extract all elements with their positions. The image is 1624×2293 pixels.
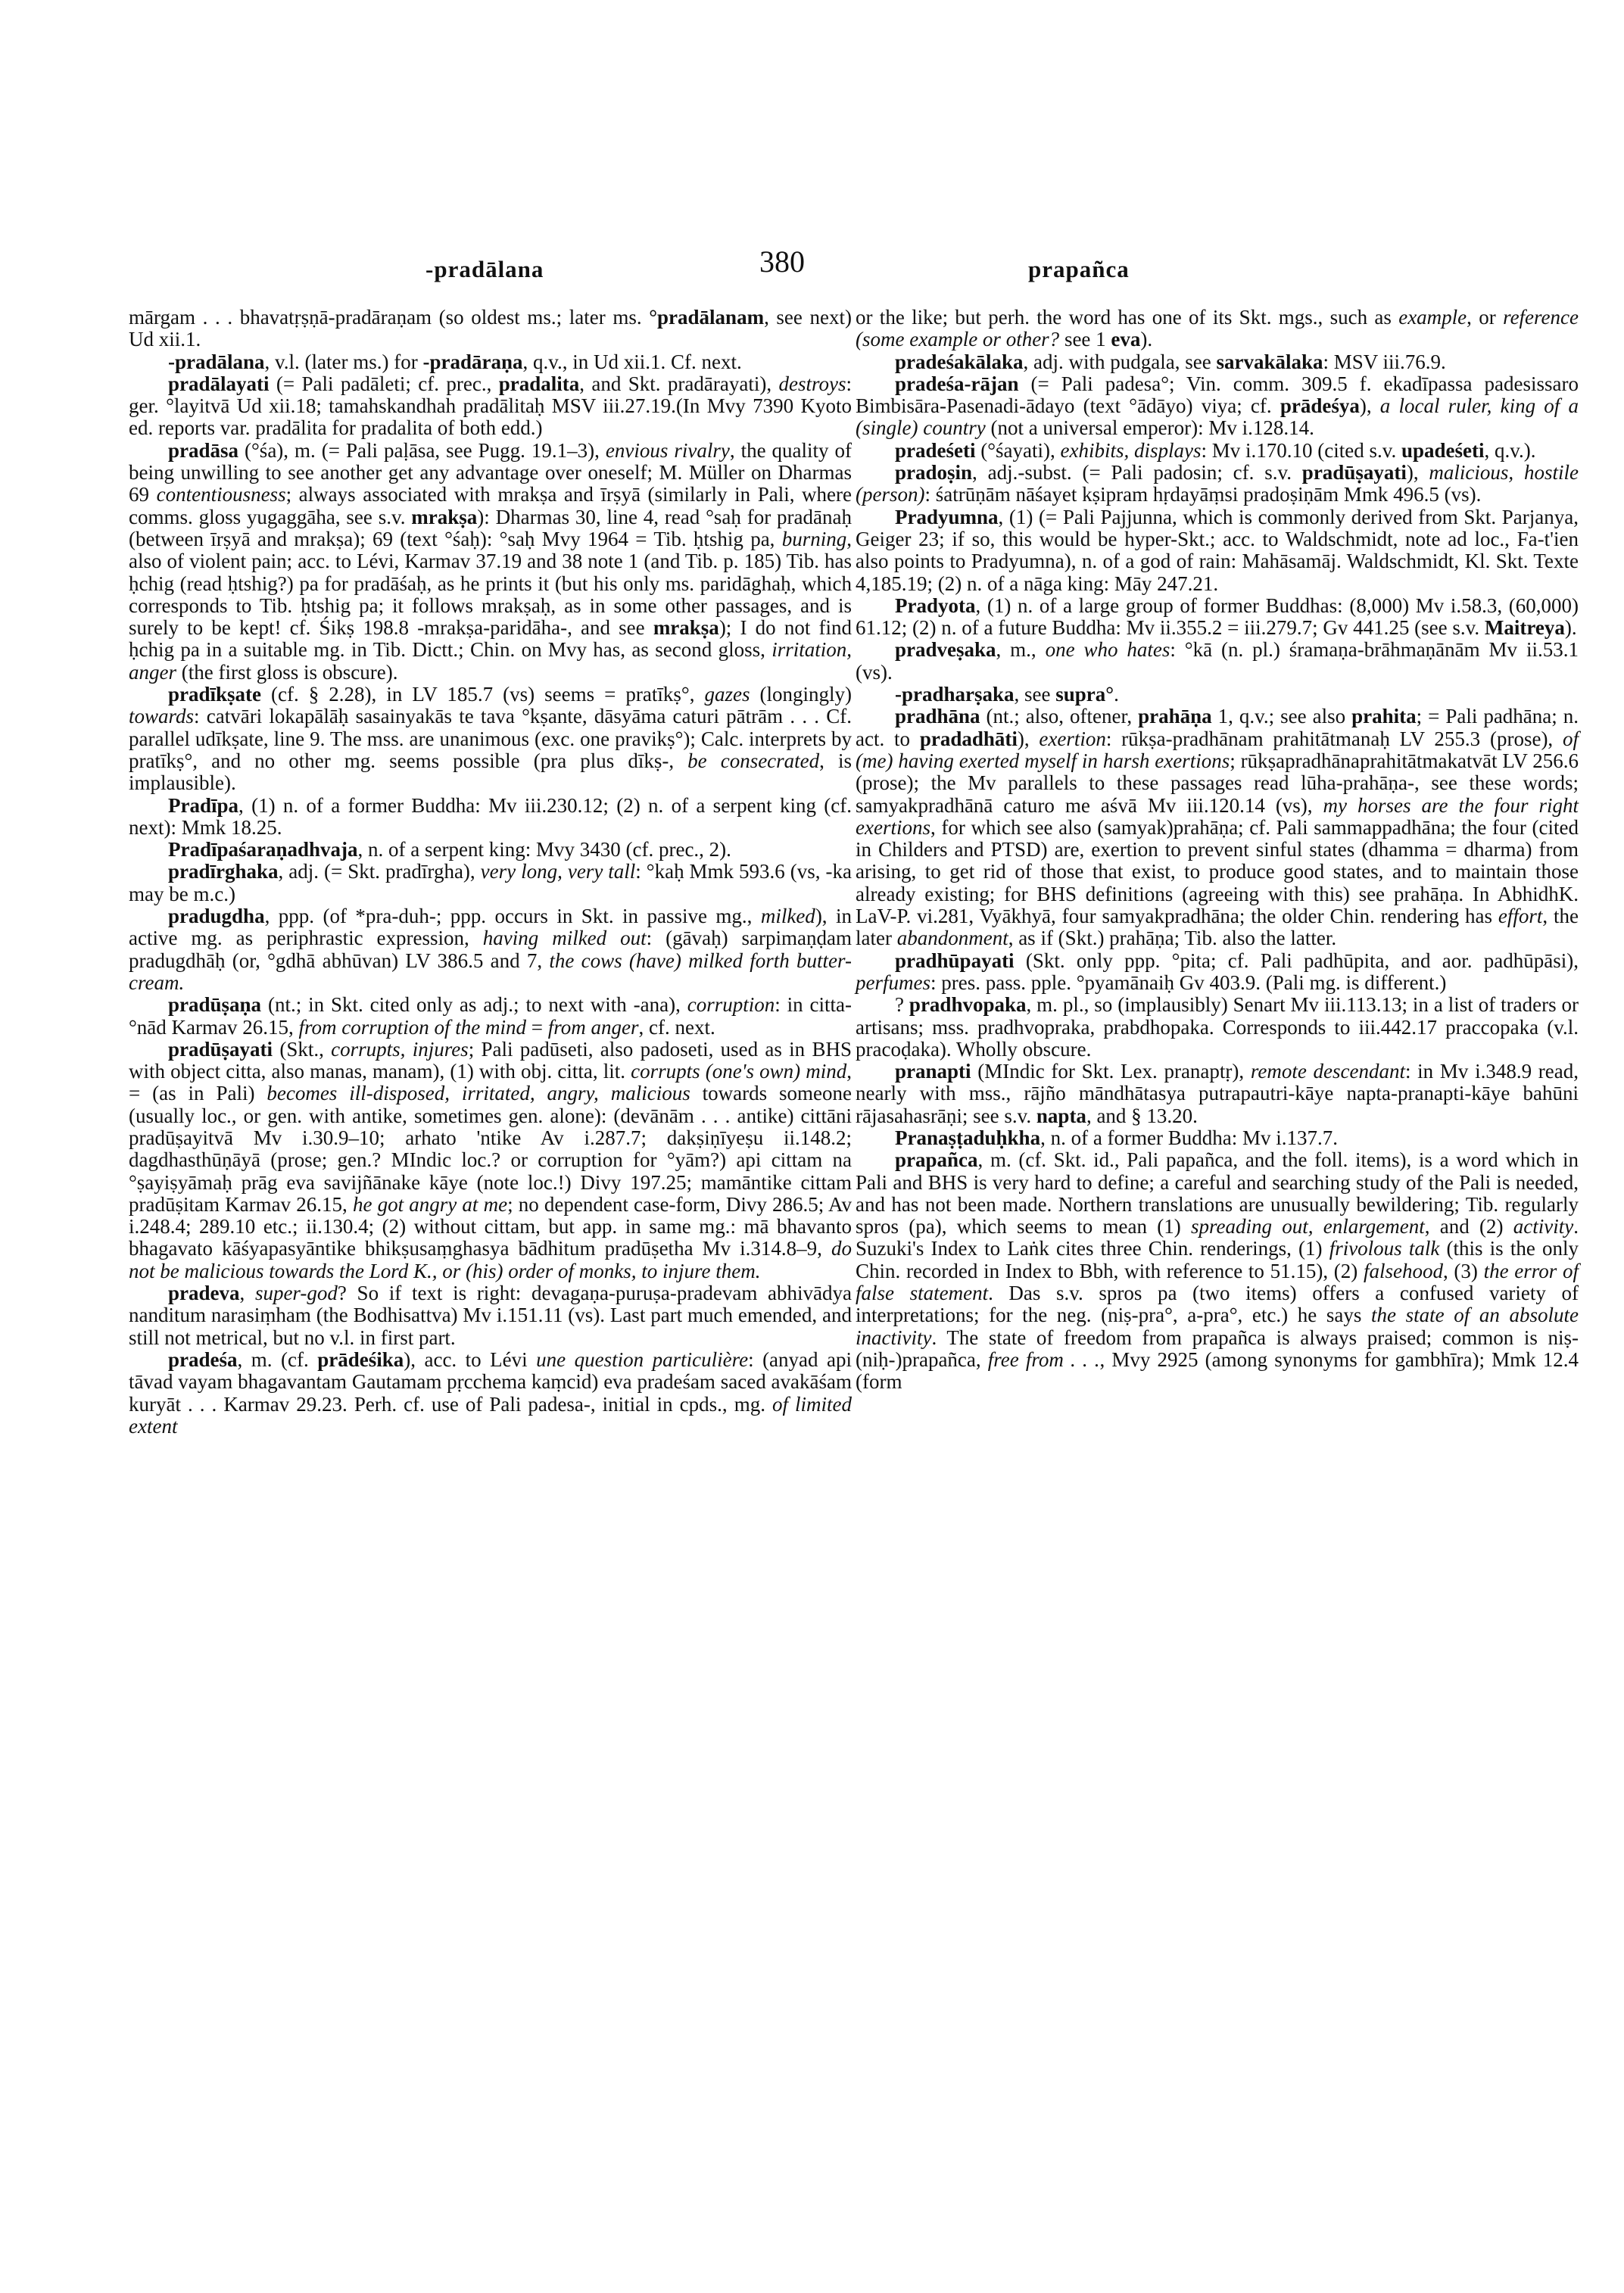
headword: prādeśya bbox=[1280, 394, 1360, 418]
headword: pradīrghaka bbox=[168, 860, 279, 883]
entry-text: , ppp. (of *pra-duh-; ppp. occurs in Skt. in passive mg., bbox=[264, 905, 761, 928]
entry-text: (cf. § 2.28), in LV 185.7 (vs) seems = pratīkṣ°, bbox=[261, 683, 705, 706]
gloss-italic: frivolous talk bbox=[1329, 1237, 1440, 1260]
headword: pradūṣayati bbox=[1301, 461, 1407, 484]
entry-text: (longingly) bbox=[750, 683, 852, 706]
entry-text: , or bbox=[1467, 306, 1504, 329]
entry-text: ; no dependent case-form, Divy 286.5; Av i.248.4; 289.10 etc.; ii.130.4; (2) without cittam, but app. in same mg.: mā bhavanto bhagavato kāśyapasyāntike bhikṣusaṃghasya bādhitum pradūṣetha Mv i.314.8–9, bbox=[129, 1192, 852, 1260]
entry-text: see 1 bbox=[1059, 328, 1111, 351]
entry-text: : Mv i.170.10 (cited s.v. bbox=[1201, 438, 1401, 462]
entry-text: . bbox=[1114, 683, 1119, 706]
headword: °pradālanam bbox=[649, 306, 765, 329]
headword: pradeśa bbox=[168, 1347, 238, 1371]
entry-text: , the quality of being unwilling to see another get any advantage over oneself; M. Müller on Dharmas 69 bbox=[129, 438, 853, 506]
entry-text: , see next) Ud xii.1. bbox=[129, 306, 852, 351]
entry-text: ). bbox=[1140, 328, 1153, 351]
entry-text: , is implausible). bbox=[129, 749, 852, 795]
entry-text: , m., bbox=[996, 638, 1046, 662]
dictionary-entry bbox=[129, 861, 852, 905]
entry-text: , q.v., in Ud xii.1. Cf. next. bbox=[522, 350, 742, 373]
gloss-italic: from corruption of the mind bbox=[298, 1015, 526, 1039]
dictionary-entry bbox=[129, 307, 852, 351]
dictionary-entry bbox=[856, 639, 1579, 684]
entry-text: : śatrūṇām nāśayet kṣipram hṛdayāṃsi pradoṣiṇām Mmk 496.5 (vs). bbox=[924, 483, 1482, 506]
gloss-italic: my horses are the four right exertions bbox=[856, 793, 1579, 839]
headword: pradveṣaka bbox=[895, 638, 996, 662]
headword: upadeśeti bbox=[1401, 438, 1485, 462]
gloss-italic: remote descendant bbox=[1250, 1060, 1405, 1083]
left-running-head: -pradālana bbox=[425, 256, 544, 282]
dictionary-entry bbox=[856, 440, 1579, 462]
gloss-italic: contentiousness bbox=[156, 483, 286, 506]
gloss-italic: milked bbox=[760, 905, 815, 928]
gloss-italic: free from . . . bbox=[987, 1347, 1100, 1371]
gloss-italic: malicious, hostile (person) bbox=[856, 461, 1579, 506]
gloss-italic: destroys bbox=[778, 372, 846, 395]
dictionary-entry bbox=[856, 950, 1579, 995]
headword: pradālayati bbox=[168, 372, 270, 395]
entry-text: , Mvy 2925 (among synonyms for gambhīra); Mmk 12.4 (form bbox=[856, 1347, 1579, 1394]
headword: mrakṣa bbox=[653, 616, 719, 640]
headword: prahāṇa bbox=[1138, 705, 1212, 728]
headword: supra° bbox=[1055, 683, 1114, 706]
gloss-italic: activity bbox=[1513, 1215, 1574, 1238]
gloss-italic: spreading out, enlargement bbox=[1191, 1215, 1425, 1238]
entry-text: (the first gloss is obscure). bbox=[176, 660, 398, 684]
entry-text: towards someone (usually loc., or gen. with antike, sometimes gen. alone): (devānām . . . antike) cittāni pradūṣayitvā Mv i.30.9–10; arhato 'ntike Av i.287.7; dakṣiṇīyeṣu ii.148.2; dagdhasthūṇāyā (prose; gen.? MIndic loc.? or corruption for °yām?) api cittam na °ṣayiṣyāmaḥ prāg eva savijñānake kāye (note loc.!) Divy 197.25; mamāntike cittam pradūṣitam Karmav 26.15, bbox=[129, 1082, 852, 1216]
right-column bbox=[856, 307, 1579, 1394]
dictionary-entry bbox=[129, 1349, 852, 1438]
gloss-italic: the cows (have) milked forth butter-cream. bbox=[129, 949, 852, 994]
entry-text: ), in active mg. as periphrastic expression, bbox=[129, 905, 852, 950]
entry-text: (this is the only Chin. recorded in Index to Bbh, with reference to 51.15), (2) bbox=[856, 1237, 1579, 1282]
entry-text: (= Pali padesa°; Vin. comm. 309.5 f. ekadīpassa padesissaro Bimbisāra-Pasenadi-ādayo (text °ādāyo) viya; cf. bbox=[856, 372, 1579, 418]
entry-text: : pres. pass. pple. °pyamānaiḥ Gv 403.9. (Pali mg. is different.) bbox=[930, 970, 1447, 994]
page-header bbox=[0, 0, 1624, 282]
headword: prapañca bbox=[895, 1148, 978, 1172]
entry-text: ; Pali padūseti, also padoseti, used as in BHS with object citta, also manas, manam), (1) with obj. citta, lit. bbox=[129, 1037, 852, 1083]
headword: prahita bbox=[1351, 705, 1417, 728]
entry-text: (nt.; in Skt. cited only as adj.; to next with -ana), bbox=[261, 993, 687, 1017]
dictionary-entry bbox=[856, 684, 1579, 706]
entry-text: ), bbox=[1359, 394, 1380, 418]
dictionary-entry bbox=[856, 307, 1579, 351]
gloss-italic: corrupts, injures bbox=[331, 1037, 469, 1061]
gloss-italic: the state of an absolute inactivity bbox=[856, 1304, 1579, 1349]
headword: Pradīpaśaraṇadhvaja bbox=[168, 838, 358, 861]
gloss-italic: be consecrated bbox=[687, 749, 820, 772]
entry-text: ); I do not find ḥchig pa in a suitable mg. in Tib. Dictt.; Chin. on Mvy has, as second gloss, bbox=[129, 616, 852, 662]
left-column bbox=[129, 307, 852, 1438]
headword: pranapti bbox=[895, 1060, 971, 1083]
entry-text: or the like; but perh. the word has one of its Skt. mgs., such as bbox=[856, 306, 1399, 329]
gloss-italic: irritation, anger bbox=[129, 638, 852, 684]
dictionary-entry bbox=[129, 351, 852, 373]
entry-text: , adj. with pudgala, see bbox=[1023, 350, 1217, 373]
entry-text: (nt.; also, oftener, bbox=[980, 705, 1139, 728]
entry-text: (Skt., bbox=[273, 1037, 332, 1061]
gloss-italic: from anger bbox=[547, 1015, 639, 1039]
gloss-italic: a local ruler, king of a (single) country bbox=[856, 394, 1579, 440]
headword: pradeva bbox=[168, 1282, 240, 1305]
gloss-italic: having milked out bbox=[482, 927, 647, 950]
headword: pradeśakālaka bbox=[895, 350, 1024, 373]
entry-text: . Suzuki's Index to Laṅk cites three Chin. renderings, (1) bbox=[856, 1215, 1579, 1260]
entry-text: , and § 13.20. bbox=[1086, 1104, 1198, 1127]
gloss-italic: abandonment bbox=[896, 927, 1008, 950]
gloss-italic: super-god bbox=[254, 1282, 338, 1305]
headword: pradhāna bbox=[895, 705, 980, 728]
entry-text: : (anyad api tāvad vayam bhagavantam Gautamam pṛcchema kaṃcid) eva pradeśam saced avakāśam kuryāt . . . Karmav 29.23. Perh. cf. use of Pali padesa-, initial in cpds., mg. bbox=[129, 1347, 853, 1416]
entry-text: , see bbox=[1014, 683, 1056, 706]
entry-text: , = (as in Pali) bbox=[129, 1060, 853, 1105]
gloss-italic: reference (some example or other? bbox=[856, 306, 1579, 351]
entry-text: : MSV iii.76.9. bbox=[1323, 350, 1446, 373]
entry-text: : °kaḥ Mmk 593.6 (vs, -ka may be m.c.) bbox=[129, 860, 852, 905]
headword: -pradālana bbox=[168, 350, 265, 373]
headword: pradāsa bbox=[168, 438, 239, 462]
headword: pradeśa-rājan bbox=[895, 372, 1019, 395]
entry-text: . Das s.v. spros pa (two items) offers a confused variety of interpretations; for the neg. (niṣ-pra°, a-pra°, etc.) he says bbox=[856, 1282, 1579, 1327]
headword: -pradāraṇa bbox=[422, 350, 523, 373]
entry-text: (not a universal emperor): Mv i.128.14. bbox=[985, 416, 1314, 440]
entry-text: , (1) n. of a former Buddha: Mv iii.230.12; (2) n. of a serpent king (cf. next): Mmk 18.25. bbox=[129, 793, 852, 839]
entry-text: (= Pali padāleti; cf. prec., bbox=[269, 372, 499, 395]
dictionary-entry bbox=[856, 1127, 1579, 1149]
page-number: 380 bbox=[759, 245, 805, 279]
gloss-italic: corruption bbox=[687, 993, 775, 1017]
headword: pradūṣayati bbox=[168, 1037, 273, 1061]
entry-text: mārgam . . . bhavatṛṣṇā-pradāraṇam (so oldest ms.; later ms. bbox=[129, 306, 650, 329]
dictionary-entry bbox=[856, 373, 1579, 440]
gloss-italic: gazes bbox=[704, 683, 750, 706]
headword: Pradīpa bbox=[168, 793, 239, 817]
entry-text: , as if (Skt.) prahāṇa; Tib. also the latter. bbox=[1008, 927, 1337, 950]
entry-text: : catvāri lokapālāḥ sasainyakās te tava °kṣante, dāsyāma caturi pātrām . . . Cf. parallel udīkṣate, line 9. The mss. are unanimous (exc. one pravikṣ°); Calc. interprets by pratīkṣ°, and no other mg. seems possible (pra plus dīkṣ-, bbox=[129, 705, 852, 772]
entry-text: : in Mv i.348.9 read, nearly with mss., rājño māndhātasya putrapautri-kāye napta-pranapti-kāye bahūni rājasahasrāṇi; see s.v. bbox=[856, 1060, 1579, 1127]
headword: Maitreya bbox=[1484, 616, 1565, 640]
gloss-italic: becomes ill-disposed, irritated, angry, malicious bbox=[267, 1082, 690, 1105]
dictionary-entry bbox=[129, 1039, 852, 1282]
gloss-italic: of (me) having exerted myself in harsh exertions bbox=[856, 727, 1579, 772]
entry-text: . The state of freedom from prapañca is always praised; common is niṣ-(niḥ-)prapañca, bbox=[856, 1326, 1579, 1371]
dictionary-entry bbox=[856, 506, 1579, 595]
entry-text: , also of violent pain; acc. to Lévi, Karmav 37.19 and 38 note 1 (and Tib. p. 185) Tib. has ḥchig (read ḥtshig?) pa for pradāśaḥ, as he prints it (but his only ms. paridāghaḥ, which corresponds to Tib. ḥtshig pa; it follows mrakṣaḥ, as in some other passages, and is surely to be kept! cf. Śikṣ 198.8 -mrakṣa-paridāha-, and see bbox=[129, 527, 852, 640]
gloss-italic: very long, very tall bbox=[480, 860, 636, 883]
entry-text: , v.l. (later ms.) for bbox=[264, 350, 423, 373]
dictionary-entry bbox=[129, 1282, 852, 1349]
entry-text: ? bbox=[895, 993, 909, 1017]
dictionary-entry bbox=[129, 684, 852, 794]
entry-text: ; rūkṣapradhānaprahitātmakatvāt LV 256.6 (prose); the Mv parallels to these passages read lūha-prahāṇa-, see these words; samyakpradhānā caturo me aśvā Mv iii.120.14 (vs), bbox=[856, 749, 1579, 817]
entry-text: ; always associated with mrakṣa and īrṣyā (similarly in Pali, where comms. gloss yugaggāha, see s.v. bbox=[129, 483, 853, 528]
gloss-italic: towards bbox=[129, 705, 195, 728]
gloss-italic: envious rivalry bbox=[605, 438, 730, 462]
gloss-italic: falsehood bbox=[1363, 1259, 1443, 1282]
headword: pradīkṣate bbox=[168, 683, 262, 706]
dictionary-entry bbox=[129, 795, 852, 840]
headword: pradhvopaka bbox=[909, 993, 1027, 1017]
headword: pradūṣaṇa bbox=[168, 993, 262, 1017]
dictionary-entry bbox=[856, 1149, 1579, 1393]
entry-text: ? So if text is right: devagaṇa-puruṣa-pradevam abhivādya nanditum narasiṃham (the Bodhisattva) Mv i.151.11 (vs). Last part much emended, and still not metrical, but no v.l. in first part. bbox=[129, 1282, 852, 1349]
gloss-italic: he got angry at me bbox=[352, 1192, 508, 1216]
entry-text: 1, q.v.; see also bbox=[1211, 705, 1352, 728]
dictionary-entry bbox=[129, 994, 852, 1039]
headword: pradugdha bbox=[168, 905, 265, 928]
gloss-italic: corrupts (one's own) mind bbox=[631, 1060, 847, 1083]
entry-text: = bbox=[526, 1015, 548, 1039]
entry-text: , for which see also (samyak)prahāṇa; cf. Pali sammappadhāna; the four (cited in Childers and PTSD) are, exertion to prevent sinful states (dhamma = dharma) from arising, to get rid of those that exist, to produce good states, and to maintain those already existing; for BHS definitions (agreeing with this) see prahāṇa. In AbhidhK. LaV-P. vi.281, Vyākhyā, four samyakpradhāna; the older Chin. rendering has bbox=[856, 815, 1579, 928]
entry-text: , and (2) bbox=[1424, 1215, 1513, 1238]
entry-text: , m. (cf. bbox=[237, 1347, 318, 1371]
entry-text: : ger. °layitvā Ud xii.18; tamahskandhah pradālitaḥ MSV iii.27.19.(In Mvy 7390 Kyoto ed. reports var. pradālita for pradalita of both edd.) bbox=[129, 372, 852, 440]
entry-text: , adj. (= Skt. pradīrgha), bbox=[278, 860, 481, 883]
entry-text: , m. pl., so (implausibly) Senart Mv iii.113.13; in a list of traders or artisans; mss. pradhvopraka, prabdhopaka. Corresponds to iii.442.17 praccopaka (v.l. pracoḍaka). Wholly obscure. bbox=[856, 993, 1579, 1061]
dictionary-entry bbox=[856, 706, 1579, 949]
entry-text: (MIndic for Skt. Lex. pranaptṛ), bbox=[971, 1060, 1251, 1083]
entry-text: , bbox=[239, 1282, 255, 1305]
entry-text: , adj.-subst. (= Pali padosin; cf. s.v. bbox=[972, 461, 1302, 484]
gloss-italic: exertion bbox=[1039, 727, 1106, 750]
entry-text: , q.v.). bbox=[1484, 438, 1536, 462]
gloss-italic: une question particulière bbox=[536, 1347, 749, 1371]
entry-text: ), bbox=[1017, 727, 1040, 750]
dictionary-entry bbox=[856, 994, 1579, 1061]
dictionary-entry bbox=[129, 373, 852, 440]
entry-text: (°śayati), bbox=[975, 438, 1061, 462]
entry-text: : rūkṣa-pradhānam prahitātmanaḥ LV 255.3 (prose), bbox=[1105, 727, 1563, 750]
entry-text: , cf. next. bbox=[638, 1015, 715, 1039]
gloss-italic: example bbox=[1398, 306, 1467, 329]
dictionary-entry bbox=[129, 839, 852, 861]
gloss-italic: exhibits, displays bbox=[1060, 438, 1202, 462]
gloss-italic: burning bbox=[781, 527, 847, 550]
headword: Pradyumna bbox=[895, 505, 999, 528]
headword: pradoṣin bbox=[895, 461, 973, 484]
dictionary-entry bbox=[129, 440, 852, 684]
gloss-italic: perfumes bbox=[856, 970, 930, 994]
headword: prādeśika bbox=[317, 1347, 404, 1371]
dictionary-entry bbox=[856, 462, 1579, 506]
entry-text: , the later bbox=[856, 905, 1579, 950]
gloss-italic: of limited extent bbox=[129, 1392, 852, 1438]
entry-text: , n. of a serpent king: Mvy 3430 (cf. prec., 2). bbox=[357, 838, 731, 861]
entry-text: ), bbox=[1406, 461, 1429, 484]
headword: mrakṣa bbox=[411, 505, 478, 528]
entry-text: , (1) (= Pali Pajjunna, which is commonly derived from Skt. Parjanya, Geiger 23; if so, this would be hyper-Skt.; acc. to Waldschmidt, note ad loc., Fa-t'ien also points to Pradyumna), n. of a god of rain: Mahāsamāj. Waldschmidt, Kl. Skt. Texte 4,185.19; (2) n. of a nāga king: Māy 247.21. bbox=[856, 505, 1579, 595]
gloss-italic: do not be malicious towards the Lord K., or (his) order of monks, to injure them. bbox=[129, 1237, 852, 1282]
entry-text: , n. of a former Buddha: Mv i.137.7. bbox=[1040, 1126, 1339, 1149]
entry-text: (°śa), m. (= Pali paḷāsa, see Pugg. 19.1–3), bbox=[238, 438, 606, 462]
headword: pradadhāti bbox=[919, 727, 1018, 750]
dictionary-entry bbox=[856, 1061, 1579, 1127]
headword: pradeśeti bbox=[895, 438, 976, 462]
entry-text: ): Dharmas 30, line 4, read °saḥ for pradānaḥ (between īrṣyā and mrakṣa); 69 (text °śaḥ): °saḥ Mvy 1964 = Tib. ḥtshig pa, bbox=[129, 505, 852, 550]
entry-text: ; = Pali padhāna; n. act. to bbox=[856, 705, 1579, 750]
entry-text: : (gāvaḥ) sarpimaṇḍam pradugdhāḥ (or, °gdhā abhūvan) LV 386.5 and 7, bbox=[129, 927, 852, 972]
dictionary-entry bbox=[856, 351, 1579, 373]
entry-text: , (1) n. of a large group of former Buddhas: (8,000) Mv i.58.3, (60,000) 61.12; (2) n. of a future Buddha: Mv ii.355.2 = iii.279.7; Gv 441.25 (see s.v. bbox=[856, 594, 1579, 640]
headword: eva bbox=[1111, 328, 1141, 351]
dictionary-entry bbox=[129, 905, 852, 994]
headword: pradhūpayati bbox=[895, 949, 1015, 972]
entry-text: (Skt. only ppp. °pita; cf. Pali padhūpita, and aor. padhūpāsi), bbox=[1014, 949, 1579, 972]
headword: -pradharṣaka bbox=[895, 683, 1015, 706]
entry-text: : in citta-°nād Karmav 26.15, bbox=[129, 993, 852, 1039]
headword: sarvakālaka bbox=[1216, 350, 1323, 373]
gloss-italic: effort bbox=[1498, 905, 1543, 928]
headword: Pranaṣṭaduḥkha bbox=[895, 1126, 1041, 1149]
entry-text: , (3) bbox=[1442, 1259, 1484, 1282]
entry-text: , m. (cf. Skt. id., Pali papañca, and the foll. items), is a word which in Pali and BHS is very hard to define; a careful and searching study of the Pali is needed, and has not been made. Northern translations are unusually bewildering; Tib. regularly spros (pa), which seems to mean (1) bbox=[856, 1148, 1579, 1238]
entry-text: ), acc. to Lévi bbox=[404, 1347, 537, 1371]
gloss-italic: the error of false statement bbox=[856, 1259, 1579, 1305]
headword: napta bbox=[1036, 1104, 1086, 1127]
headword: pradalita bbox=[498, 372, 580, 395]
entry-text: ). bbox=[1564, 616, 1577, 640]
entry-text: : °kā (n. pl.) śramaṇa-brāhmaṇānām Mv ii.53.1 (vs). bbox=[856, 638, 1579, 684]
dictionary-entry bbox=[856, 595, 1579, 640]
headword: Pradyota bbox=[895, 594, 976, 617]
right-running-head: prapañca bbox=[1028, 256, 1130, 282]
entry-text: , and Skt. pradārayati), bbox=[579, 372, 779, 395]
gloss-italic: one who hates bbox=[1045, 638, 1170, 662]
